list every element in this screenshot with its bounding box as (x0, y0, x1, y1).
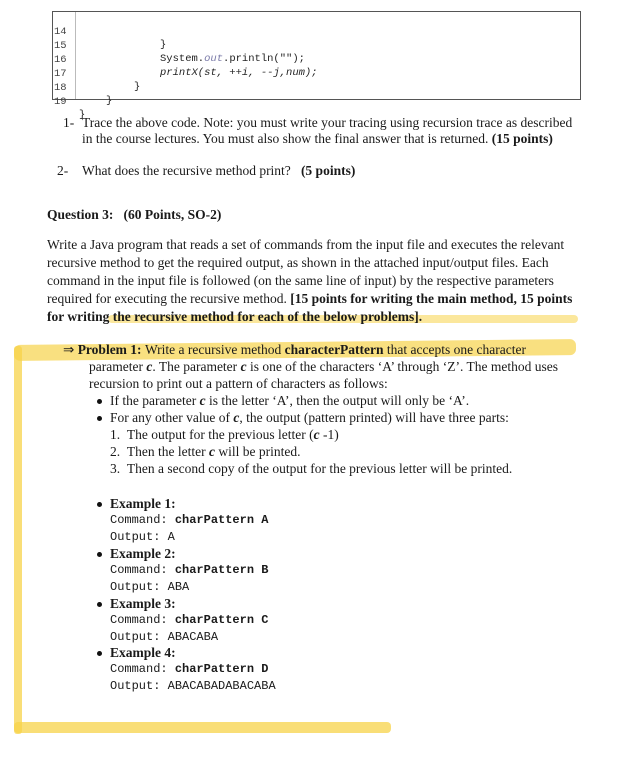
rule-item (110, 409, 509, 427)
step-number: 2. (110, 444, 121, 459)
code-keyword: out (204, 53, 224, 65)
code-snippet (52, 11, 581, 121)
command-label: Command: (110, 662, 168, 676)
task-text (82, 162, 355, 180)
step-text: -1) (319, 427, 339, 442)
method-name: characterPattern (284, 342, 384, 357)
param-c: c (233, 410, 240, 425)
problem-text: Write a recursive method (144, 342, 282, 357)
bullet-icon (97, 552, 102, 557)
rule-text: For any other value of (110, 410, 230, 425)
example-output (110, 679, 276, 693)
task-text-line: in the course lectures. You must also show the final answer that is returned. (82, 131, 489, 146)
highlighter-mark-bottom (14, 722, 391, 733)
step-item (110, 443, 300, 461)
code-text: } (134, 81, 141, 93)
problem-text: . The parameter (152, 359, 238, 374)
command-value: charPattern A (174, 513, 269, 527)
example-command (110, 513, 268, 527)
line-number: 19 (54, 96, 67, 108)
problem-line (63, 341, 526, 359)
step-text: Then a second copy of the output for the previous letter will be printed. (126, 461, 513, 476)
question-paragraph-line: Write a Java program that reads a set of commands from the input file and executes the relevant (47, 237, 565, 252)
highlighter-mark-left (14, 346, 22, 734)
bullet-icon (97, 416, 102, 421)
code-text (160, 53, 305, 66)
question-paragraph-line: command in the input file is followed (on the same line of input) by the respective parameters (47, 273, 554, 288)
param-c: c (208, 444, 215, 459)
output-label: Output: (110, 679, 161, 693)
code-line (53, 83, 86, 121)
step-text: Then the letter (126, 444, 209, 459)
example-title: Example 1: (110, 496, 176, 511)
param-c: c (240, 359, 247, 374)
problem-text: that accepts one character (386, 342, 526, 357)
line-number: 15 (54, 40, 67, 52)
task-points: (15 points) (491, 131, 553, 146)
rule-text: , the output (pattern printed) will have three parts: (239, 410, 509, 425)
points-note: for writing the recursive method for each of the below problems]. (47, 309, 423, 324)
problem-line (89, 358, 558, 376)
code-text: } (106, 95, 113, 107)
bullet-icon (97, 502, 102, 507)
line-number: 17 (54, 68, 67, 80)
paragraph-text: required for executing the recursive method. (47, 291, 287, 306)
step-number: 1. (110, 427, 121, 442)
question-paragraph-line (47, 290, 572, 308)
step-item (110, 460, 512, 478)
output-label: Output: (110, 630, 161, 644)
rule-text: is the letter ‘A’, then the output will only be ‘A’. (208, 393, 470, 408)
code-fragment: System. (160, 53, 205, 65)
arrow-icon: ⇒ (63, 342, 75, 357)
points-note: [15 points for writing the main method, 15 points (290, 291, 573, 306)
example-command (110, 563, 268, 577)
param-c: c (199, 393, 206, 408)
output-value: ABA (167, 580, 190, 594)
line-number: 18 (54, 82, 67, 94)
example-output (110, 580, 189, 594)
output-value: ABACABA (167, 630, 219, 644)
output-value: ABACABADABACABA (167, 679, 276, 693)
example-output (110, 630, 218, 644)
step-item (110, 426, 339, 444)
example-title: Example 3: (110, 596, 176, 611)
task-text (82, 130, 553, 148)
command-label: Command: (110, 613, 168, 627)
bullet-icon (97, 602, 102, 607)
rule-text: If the parameter (110, 393, 197, 408)
example-output (110, 530, 175, 544)
problem-text: is one of the characters ‘A’ through ‘Z’. The method uses (249, 359, 558, 374)
command-value: charPattern C (174, 613, 269, 627)
output-label: Output: (110, 580, 161, 594)
output-value: A (167, 530, 175, 544)
bullet-icon (97, 651, 102, 656)
output-label: Output: (110, 530, 161, 544)
task-number: 2- (57, 163, 69, 178)
command-value: charPattern D (174, 662, 269, 676)
problem-text: parameter (89, 359, 143, 374)
step-number: 3. (110, 461, 121, 476)
command-label: Command: (110, 563, 168, 577)
example-title: Example 4: (110, 645, 176, 660)
task-text-line: What does the recursive method print? (82, 163, 291, 178)
code-text: } (79, 109, 86, 121)
task-text: Trace the above code. Note: you must write your tracing using recursion trace as described (82, 115, 573, 130)
line-number: 14 (54, 26, 67, 38)
rule-item (110, 392, 469, 410)
question-heading: Question 3: (60 Points, SO-2) (47, 207, 222, 222)
code-fragment: .println(""); (223, 53, 305, 65)
step-text: will be printed. (214, 444, 301, 459)
code-text: printX(st, ++i, --j,num); (160, 67, 318, 79)
bullet-icon (97, 399, 102, 404)
line-number: 16 (54, 54, 67, 66)
param-c: c (313, 427, 320, 442)
command-value: charPattern B (174, 563, 269, 577)
code-text: } (160, 39, 167, 51)
task-points: (5 points) (300, 163, 356, 178)
example-command (110, 613, 268, 627)
step-text: The output for the previous letter ( (126, 427, 314, 442)
example-title: Example 2: (110, 546, 176, 561)
param-c: c (146, 359, 153, 374)
example-command (110, 662, 268, 676)
command-label: Command: (110, 513, 168, 527)
problem-label: Problem 1: (77, 342, 142, 357)
task-number: 1- (63, 115, 75, 130)
problem-line: recursion to print out a pattern of characters as follows: (89, 376, 388, 391)
question-paragraph-line: recursive method to get the required output, as shown in the attached input/output files. Each (47, 255, 549, 270)
